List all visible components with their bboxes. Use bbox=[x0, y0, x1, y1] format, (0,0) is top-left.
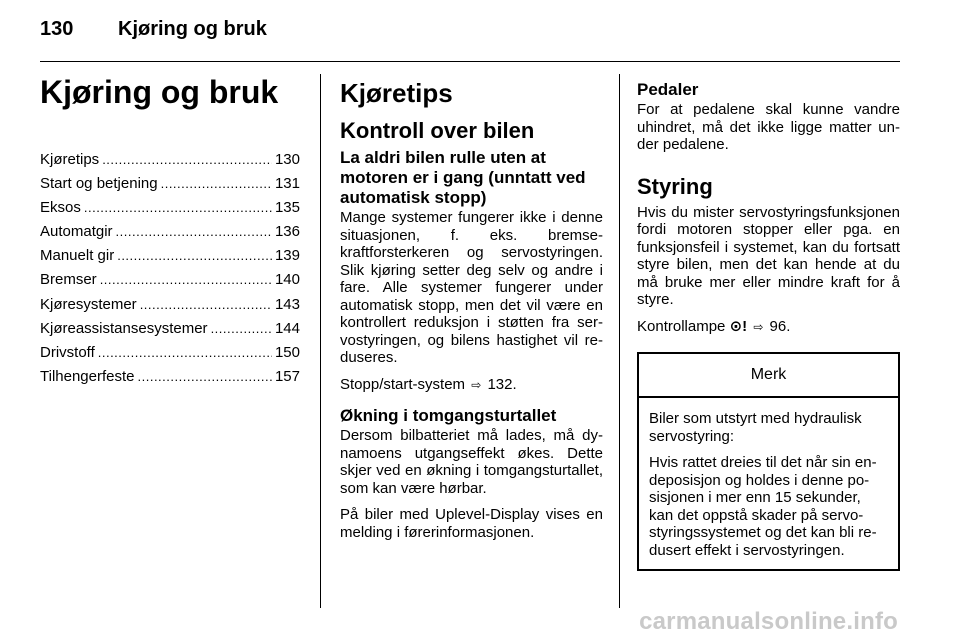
toc-item[interactable]: Drivstoff ..... 150 bbox=[40, 341, 300, 365]
paragraph-uplevel: På biler med Uplevel-Display vises en melding i førerinformasjonen. bbox=[340, 506, 603, 541]
column-divider-left bbox=[320, 74, 321, 608]
note-title: Merk bbox=[639, 354, 898, 398]
middle-column bbox=[340, 74, 603, 541]
toc-item[interactable]: Kjøretips ..... 130 bbox=[40, 148, 300, 172]
toc-item[interactable]: Eksos ..... 135 bbox=[40, 196, 300, 220]
note-box bbox=[637, 352, 900, 571]
heading-styring: Styring bbox=[637, 173, 713, 199]
subsection-title: Kontroll over bilen bbox=[340, 118, 535, 143]
chapter-column bbox=[40, 74, 300, 389]
heading-idle: Økning i tomgangsturtallet bbox=[340, 406, 557, 425]
page-number: 130 bbox=[40, 18, 74, 40]
heading-pedaler: Pedaler bbox=[637, 80, 699, 99]
toc-item[interactable]: Tilhengerfeste ..... 157 bbox=[40, 365, 300, 389]
toc-item[interactable]: Kjøreassistansesystemer ..... 144 bbox=[40, 317, 300, 341]
paragraph-pedaler: For at pedalene skal kunne vandre uhindret, må det ikke ligge matter under pedalene. bbox=[637, 101, 900, 153]
stopp-start-reference[interactable]: Stopp/start-system ⇨ 132. bbox=[340, 375, 517, 393]
toc-item[interactable]: Automatgir ..... 136 bbox=[40, 220, 300, 244]
kontrollampe-reference[interactable]: Kontrollampe ⊙! ⇨ 96. bbox=[637, 317, 791, 335]
toc-item[interactable]: Bremser ..... 140 bbox=[40, 268, 300, 292]
right-column bbox=[637, 74, 900, 571]
paragraph-idle: Dersom bilbatteriet må lades, må dynamoens utgangseffekt økes. Dette skjer ved en økning i tomgangsturtallet, som kan være hørbar. bbox=[340, 427, 603, 497]
toc-item[interactable]: Manuelt gir ..... 139 bbox=[40, 244, 300, 268]
steering-warning-icon: ⊙! bbox=[729, 317, 748, 335]
heading-rolling: La aldri bilen rulle uten at motoren er i gang (unntatt ved automatisk stopp) bbox=[340, 148, 586, 207]
paragraph-styring: Hvis du mister servostyringsfunksjonen fordi motoren stopper eller pga. en funksjonsfeil i systemet, kan du fortsatt styre bilen, men det kan hende at du må bruke mer eller mindre kraft for å styre. bbox=[637, 203, 900, 308]
arrow-right-icon: ⇨ bbox=[753, 319, 764, 334]
toc-item[interactable]: Start og betjening ..... 131 bbox=[40, 172, 300, 196]
note-paragraph: Biler som utstyrt med hydraulisk servostyring: bbox=[649, 410, 862, 445]
paragraph-rolling: Mange systemer fungerer ikke i denne situasjonen, f. eks. bremsekraftforsterkeren og servostyringen. Slik kjøring setter deg selv og andre i fare. Alle systemer fungerer under automatisk stopp, men det vil være en kontrollert reduksjon i støtten fra servostyringen, og bilens hastighet vil reduseres. bbox=[340, 209, 603, 366]
section-title: Kjøretips bbox=[340, 78, 453, 108]
column-divider-right bbox=[619, 74, 620, 608]
watermark: carmanualsonline.info bbox=[639, 608, 898, 635]
chapter-title: Kjøring og bruk bbox=[40, 74, 279, 110]
running-title: Kjøring og bruk bbox=[118, 18, 267, 40]
note-paragraph: Hvis rattet dreies til det når sin endeposisjon og holdes i denne posisjonen i mer enn 15 sekunder, kan det oppstå skader på servostyringssystemet og det kan bli redusert effekt i servostyringen. bbox=[649, 454, 877, 559]
arrow-right-icon: ⇨ bbox=[471, 377, 482, 392]
table-of-contents bbox=[40, 148, 300, 389]
header-rule bbox=[40, 61, 900, 62]
toc-item[interactable]: Kjøresystemer ..... 143 bbox=[40, 293, 300, 317]
